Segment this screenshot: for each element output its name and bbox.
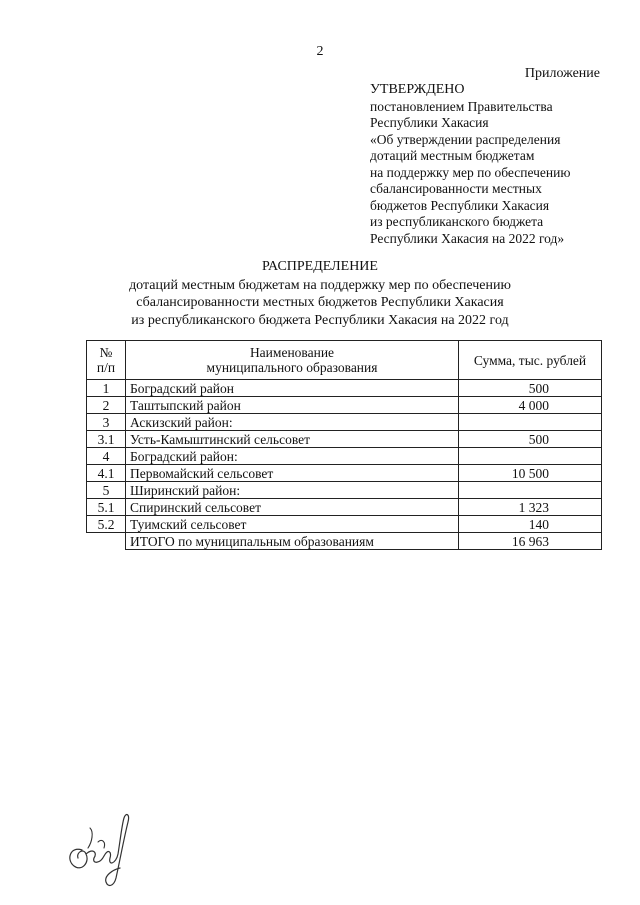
distribution-table — [86, 340, 602, 550]
page-number: 2 — [316, 44, 324, 59]
row-sum: 4 000 — [459, 397, 602, 414]
row-name: Боградский район — [126, 380, 459, 397]
row-sum — [459, 414, 602, 431]
approval-line: дотаций местным бюджетам — [370, 148, 535, 163]
row-num: 3 — [87, 414, 126, 431]
header-num-line2: п/п — [96, 360, 116, 375]
total-sum: 16 963 — [459, 533, 602, 550]
total-num — [87, 533, 126, 550]
row-sum — [459, 448, 602, 465]
title-line: сбалансированности местных бюджетов Республики Хакасия — [136, 295, 504, 310]
row-num: 2 — [87, 397, 126, 414]
document-title — [0, 258, 640, 329]
header-num — [87, 341, 126, 380]
approval-block — [370, 82, 610, 247]
approval-line: Республики Хакасия на 2022 год» — [370, 230, 565, 246]
table-row — [87, 465, 602, 482]
header-name — [126, 341, 459, 380]
row-num: 4.1 — [87, 465, 126, 482]
row-num: 4 — [87, 448, 126, 465]
approval-line: сбалансированности местных — [370, 181, 542, 196]
row-name: Аскизский район: — [126, 414, 459, 431]
row-num: 5.2 — [87, 516, 126, 533]
row-name: Усть-Камыштинский сельсовет — [126, 431, 459, 448]
title-line: из республиканского бюджета Республики Хакасия на 2022 год — [131, 312, 509, 328]
total-name: ИТОГО по муниципальным образованиям — [126, 533, 459, 550]
table-row — [87, 414, 602, 431]
approval-heading: УТВЕРЖДЕНО — [370, 82, 465, 97]
row-sum: 140 — [459, 516, 602, 533]
table-header-row — [87, 341, 602, 380]
row-name: Спиринский сельсовет — [126, 499, 459, 516]
row-sum — [459, 482, 602, 499]
table-row — [87, 380, 602, 397]
row-sum: 500 — [459, 380, 602, 397]
table-row — [87, 499, 602, 516]
row-num: 5.1 — [87, 499, 126, 516]
approval-line: постановлением Правительства — [370, 98, 553, 114]
row-name: Первомайский сельсовет — [126, 465, 459, 482]
row-name: Ширинский район: — [126, 482, 459, 499]
table-row — [87, 482, 602, 499]
approval-line: на поддержку мер по обеспечению — [370, 164, 571, 180]
header-sum: Сумма, тыс. рублей — [459, 341, 602, 380]
row-name: Таштыпский район — [126, 397, 459, 414]
title-heading: РАСПРЕДЕЛЕНИЕ — [262, 259, 378, 274]
approval-line: Республики Хакасия — [370, 115, 489, 130]
row-num: 5 — [87, 482, 126, 499]
table-row — [87, 431, 602, 448]
header-name-line1: Наименование — [249, 345, 335, 360]
table-row — [87, 397, 602, 414]
table-row — [87, 516, 602, 533]
table-row — [87, 448, 602, 465]
row-sum: 1 323 — [459, 499, 602, 516]
approval-line: бюджетов Республики Хакасия — [370, 197, 550, 213]
row-num: 3.1 — [87, 431, 126, 448]
approval-line: из республиканского бюджета — [370, 214, 544, 229]
row-name: Боградский район: — [126, 448, 459, 465]
approval-line: «Об утверждении распределения — [370, 131, 561, 147]
handwritten-signature — [64, 808, 144, 890]
row-sum: 10 500 — [459, 465, 602, 482]
title-line: дотаций местным бюджетам на поддержку мер по обеспечению — [129, 277, 511, 293]
row-sum: 500 — [459, 431, 602, 448]
header-name-line2: муниципального образования — [206, 360, 378, 375]
row-name: Туимский сельсовет — [126, 516, 459, 533]
row-num: 1 — [87, 380, 126, 397]
table-total-row — [87, 533, 602, 550]
appendix-label: Приложение — [524, 66, 600, 81]
header-num-line1: № — [99, 345, 113, 360]
